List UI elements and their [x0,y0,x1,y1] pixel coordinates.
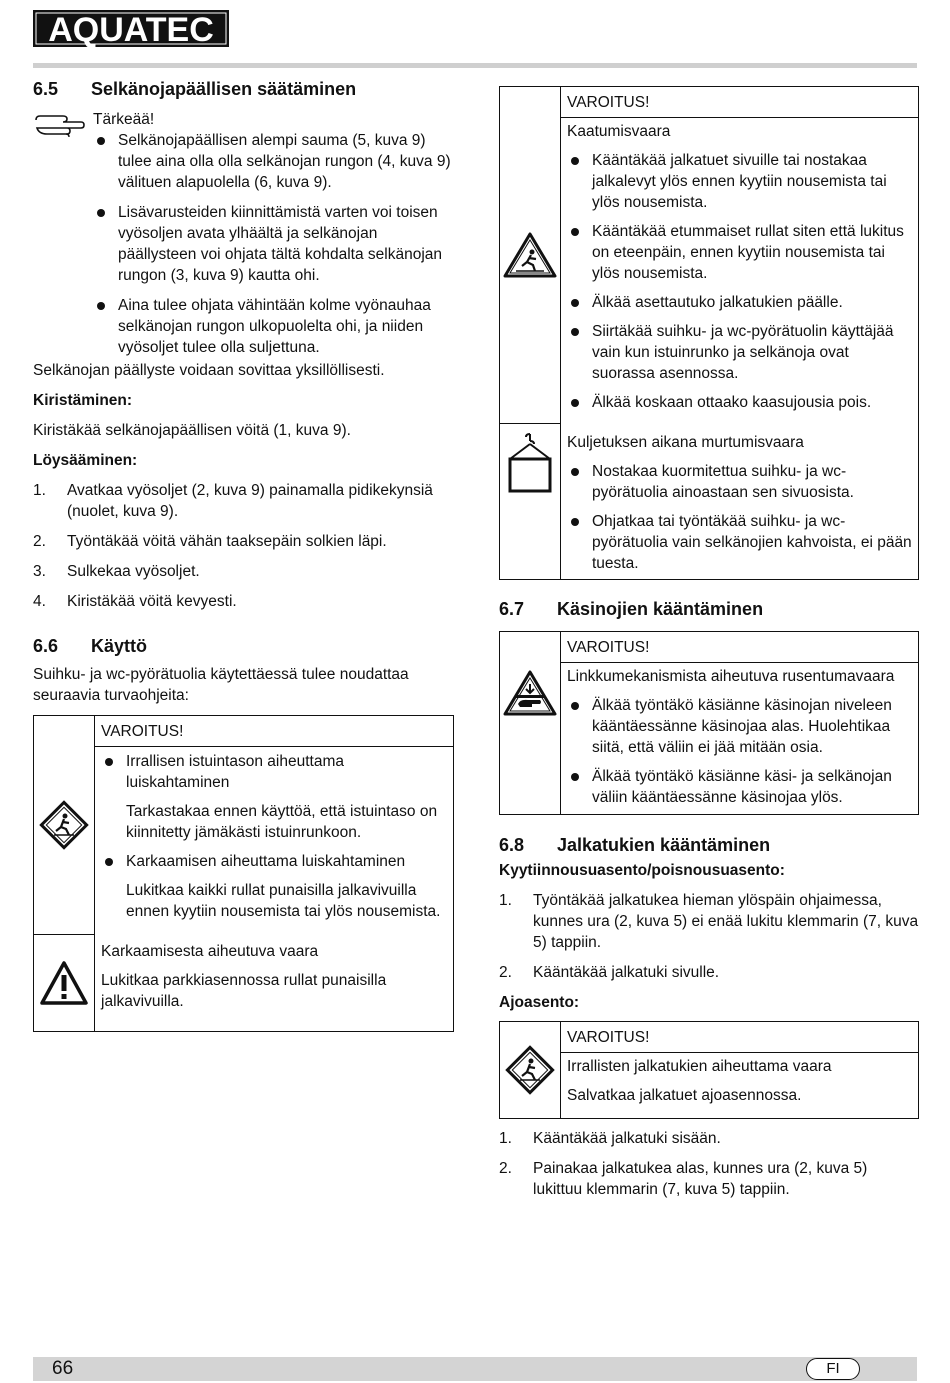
warning-table-footrest [499,1021,919,1119]
list-item: Siirtäkää suihku- ja wc-pyörätuolin käyttäjää vain kun istuinrunko ja selkänoja ovat suorassa asennossa. [567,321,912,384]
warning-heading: VAROITUS! [101,723,184,740]
list-item: Älkää koskaan ottaako kaasujousia pois. [567,392,912,413]
list-item: 1. Avatkaa vyösoljet (2, kuva 9) painamalla pidikekynsiä (nuolet, kuva 9). [33,482,433,520]
tipping-hazard-icon [502,230,558,280]
list-item: Selkänojapäällisen alempi sauma (5, kuva 9) tulee aina olla olla selkänojan rungon (4, kuva 9) välituen alapuolella (6, kuva 9). [93,130,454,193]
list-item: Nostakaa kuormitettua suihku- ja wc-pyörätuolia ainoastaan sen sivuosista. [567,461,912,503]
subheading: Kyytiinnousuasento/poisnousuasento: [499,862,785,879]
pointing-hand-icon [33,111,85,139]
warning-table-tipping [499,86,919,580]
warning-subheading: Karkaamisesta aiheutuva vaara [101,943,319,960]
list-item: 3. Sulkekaa vyösoljet. [33,563,200,580]
body-text: Selkänojan päällyste voidaan sovittaa yksillöllisesti. [33,362,385,379]
slip-hazard-icon [38,799,90,851]
body-text: Kiristäkää selkänojapäällisen vöitä (1, kuva 9). [33,422,351,439]
hand-crush-icon [502,668,558,718]
warning-subheading: Linkkumekanismista aiheutuva rusentumavaara [567,668,895,685]
subheading: Ajoasento: [499,994,580,1011]
language-badge: FI [806,1358,860,1380]
warning-subheading: Kuljetuksen aikana murtumisvaara [567,434,804,451]
list-item: Kääntäkää etummaiset rullat siten että lukitus on eteenpäin, ennen kyytiin nousemista tai ylös nousemista. [567,221,912,284]
subheading: Löysääminen: [33,452,138,469]
list-item: 2. Painakaa jalkatukea alas, kunnes ura (2, kuva 5) lukittuu klemmarin (7, kuva 5) tappiin. [499,1160,868,1198]
important-note [33,109,454,358]
right-column [499,86,919,1200]
subheading: Kiristäminen: [33,392,133,409]
body-text: Tarkastakaa ennen käyttöä, että istuintaso on kiinnitetty jämäkästi istuinrunkoon. [126,803,438,841]
body-text: Lukitkaa parkkiasennossa rullat punaisilla jalkavivuilla. [101,972,387,1010]
list-item: Irrallisen istuintason aiheuttama luiskahtaminen [101,751,447,793]
list-item: Älkää työntäkö käsiänne käsi- ja selkänojan väliin kääntäessänne käsinojaa ylös. [567,766,912,808]
list-item: 2. Kääntäkää jalkatuki sivulle. [499,964,720,981]
warning-heading: VAROITUS! [567,639,650,656]
lifting-load-icon [506,432,554,494]
list-item: Lisävarusteiden kiinnittämistä varten voi toisen vyösoljen avata ylhäältä ja selkänojan päällysteen voi ohjata tältä kohdalta selkänojan rungon (3, kuva 9) kautta ohi. [93,202,454,286]
list-item: 1. Työntäkää jalkatukea hieman ylöspäin ohjaimessa, kunnes ura (2, kuva 5) ei enää lukitu klemmarin (7, kuva 5) tappiin. [499,892,919,951]
warning-triangle-icon [39,960,89,1006]
body-text: Lukitkaa kaikki rullat punaisilla jalkavivuilla ennen kyytiin nousemista tai ylös nousemista. [126,882,441,920]
body-text: Salvatkaa jalkatuet ajoasennossa. [567,1087,802,1104]
left-column [33,76,454,1032]
list-item: Älkää työntäkö käsiänne käsinojan niveleen kääntäessänne käsinojaa alas. Huolehtikaa siitä, että väliin ei jää mitään osia. [567,695,912,758]
list-item: 1. Kääntäkää jalkatuki sisään. [499,1130,721,1147]
body-text: Suihku- ja wc-pyörätuolia käytettäessä tulee noudattaa seuraavia turvaohjeita: [33,666,409,704]
section-6-8-heading: 6.8 Jalkatukien kääntäminen [499,835,771,855]
warning-table-usage [33,715,454,1032]
warning-subheading: Irrallisten jalkatukien aiheuttama vaara [567,1058,832,1075]
list-item: Karkaamisen aiheuttama luiskahtaminen [101,851,447,872]
warning-heading: VAROITUS! [567,94,650,111]
section-6-6-heading: 6.6 Käyttö [33,636,148,656]
list-item: Aina tulee ohjata vähintään kolme vyönauhaa selkänojan rungon ulkopuolelta ohi, ja niiden vyösoljet tulee olla suljettuna. [93,295,454,358]
footer-bar [33,1357,917,1381]
header-rule [33,63,917,68]
list-item: Kääntäkää jalkatuet sivuille tai nostakaa jalkalevyt ylös ennen kyytiin nousemista tai ylös nousemista. [567,150,912,213]
warning-heading: VAROITUS! [567,1029,650,1046]
page-number: 66 [52,1358,74,1379]
warning-subheading: Kaatumisvaara [567,123,671,140]
aquatec-logo [33,10,229,47]
list-item: Ohjatkaa tai työntäkää suihku- ja wc-pyörätuolia vain selkänojien kahvoista, ei pään tuesta. [567,511,912,574]
section-6-7-heading: 6.7 Käsinojien kääntäminen [499,599,764,619]
list-item: 2. Työntäkää vöitä vähän taaksepäin solkien läpi. [33,533,387,550]
list-item: 4. Kiristäkää vöitä kevyesti. [33,593,237,610]
important-label: Tärkeää! [93,111,155,128]
section-6-5-heading: 6.5 Selkänojapäällisen säätäminen [33,79,357,99]
warning-table-crush [499,631,919,815]
list-item: Älkää asettautuko jalkatukien päälle. [567,292,912,313]
slip-hazard-icon [504,1044,556,1096]
svg-text:AQUATEC: AQUATEC [48,11,214,47]
